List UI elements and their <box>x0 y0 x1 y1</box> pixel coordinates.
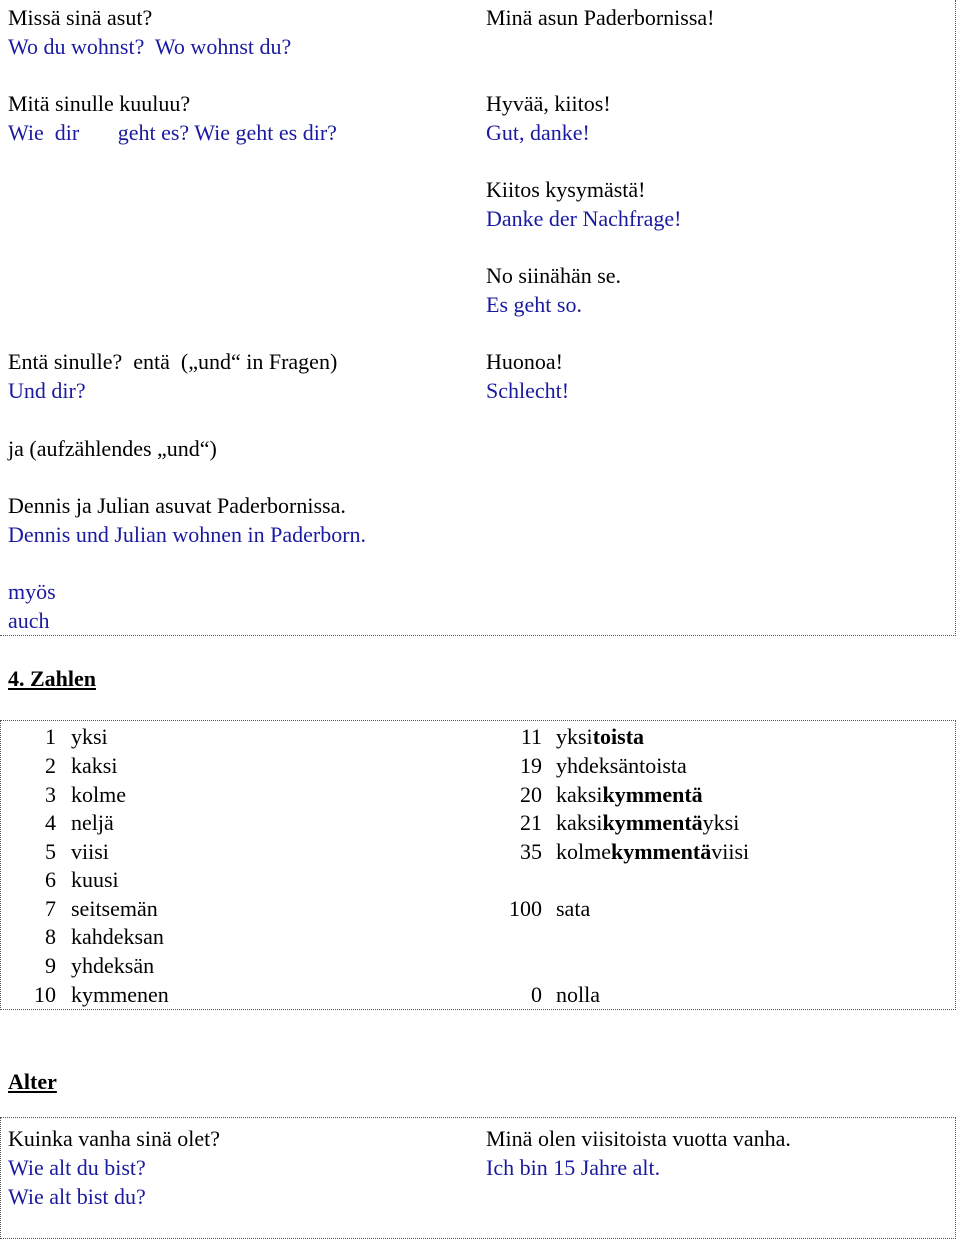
phrase-fi: Huonoa! <box>486 349 563 374</box>
number-digit: 3 <box>45 782 56 807</box>
phrase-de: Danke der Nachfrage! <box>486 206 682 231</box>
age-box-left-border <box>0 1117 1 1239</box>
phrase-fi: Dennis ja Julian asuvat Paderbornissa. <box>8 493 346 518</box>
number-digit: 4 <box>45 810 56 835</box>
number-digit: 7 <box>45 896 56 921</box>
phrase-de: Schlecht! <box>486 378 570 403</box>
phrase-de: Wo du wohnst? Wo wohnst du? <box>8 34 292 59</box>
number-word: kymmenen <box>71 982 169 1007</box>
phrase-fi: Mitä sinulle kuuluu? <box>8 91 191 116</box>
age-answer-fi: Minä olen viisitoista vuotta vanha. <box>486 1126 791 1151</box>
number-word: nolla <box>556 982 600 1007</box>
number-word: seitsemän <box>71 896 158 921</box>
number-digit: 2 <box>45 753 56 778</box>
age-answer-de: Ich bin 15 Jahre alt. <box>486 1155 661 1180</box>
phrase-fi: Missä sinä asut? <box>8 5 153 30</box>
age-box-bottom-border <box>0 1238 956 1239</box>
numbers-box-right-border <box>955 720 956 1010</box>
number-word: kaksikymmentäyksi <box>556 810 740 835</box>
number-word: yksitoista <box>556 724 645 749</box>
phrase-fi: Kiitos kysymästä! <box>486 177 646 202</box>
age-question-fi: Kuinka vanha sinä olet? <box>8 1126 220 1151</box>
number-digit: 11 <box>520 724 542 749</box>
number-word: yhdeksän <box>71 953 155 978</box>
phrase-fi: myös <box>8 579 56 604</box>
phrase-fi: Minä asun Paderbornissa! <box>486 5 715 30</box>
numbers-box-left-border <box>0 720 1 1010</box>
age-question-de-alt: Wie alt bist du? <box>8 1184 146 1209</box>
number-word: viisi <box>71 839 109 864</box>
phrase-fi: No siinähän se. <box>486 263 622 288</box>
number-digit: 100 <box>509 896 542 921</box>
section-heading-alter: Alter <box>8 1069 57 1094</box>
number-digit: 10 <box>34 982 56 1007</box>
number-word: yhdeksäntoista <box>556 753 687 778</box>
number-digit: 0 <box>531 982 542 1007</box>
number-word: kolmekymmentäviisi <box>556 839 750 864</box>
phrase-fi: ja (aufzählendes „und“) <box>8 436 217 461</box>
number-digit: 20 <box>520 782 542 807</box>
number-word: kaksi <box>71 753 118 778</box>
number-word: kuusi <box>71 867 119 892</box>
numbers-box-top-border <box>0 720 956 721</box>
number-word: yksi <box>71 724 108 749</box>
number-digit: 5 <box>45 839 56 864</box>
number-digit: 9 <box>45 953 56 978</box>
top-box-bottom-border <box>0 635 956 636</box>
number-digit: 21 <box>520 810 542 835</box>
section-heading-zahlen: 4. Zahlen <box>8 666 97 691</box>
number-word: neljä <box>71 810 114 835</box>
age-box-right-border <box>955 1117 956 1239</box>
phrase-de: Dennis und Julian wohnen in Paderborn. <box>8 522 367 547</box>
number-digit: 8 <box>45 924 56 949</box>
number-word: kahdeksan <box>71 924 164 949</box>
phrase-de: Es geht so. <box>486 292 582 317</box>
number-digit: 1 <box>45 724 56 749</box>
age-box-top-border <box>0 1117 956 1118</box>
phrase-de: Gut, danke! <box>486 120 590 145</box>
number-word: sata <box>556 896 591 921</box>
number-word: kaksikymmentä <box>556 782 703 807</box>
phrase-de: Und dir? <box>8 378 86 403</box>
number-word: kolme <box>71 782 126 807</box>
phrase-de: Wie dir geht es? Wie geht es dir? <box>8 120 337 145</box>
number-digit: 6 <box>45 867 56 892</box>
top-box-right-border <box>955 0 956 636</box>
numbers-box-bottom-border <box>0 1009 956 1010</box>
phrase-fi: Entä sinulle? entä („und“ in Fragen) <box>8 349 338 374</box>
phrase-fi: Hyvää, kiitos! <box>486 91 611 116</box>
number-digit: 35 <box>520 839 542 864</box>
phrase-de: auch <box>8 608 50 633</box>
number-digit: 19 <box>520 753 542 778</box>
age-question-de: Wie alt du bist? <box>8 1155 146 1180</box>
